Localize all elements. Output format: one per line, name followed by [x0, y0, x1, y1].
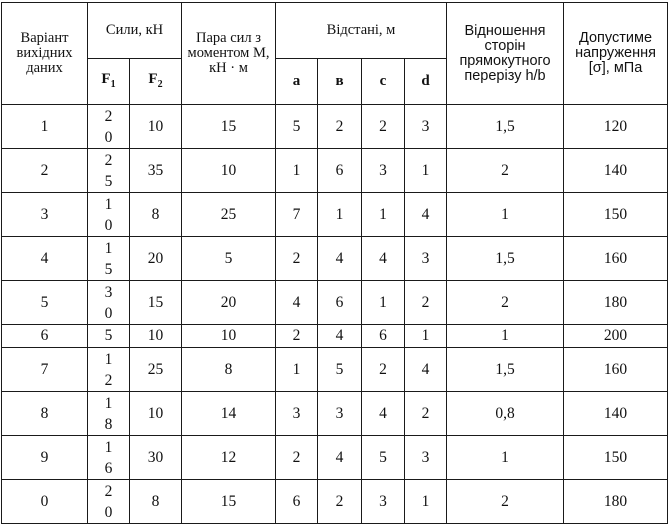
cell-stress: 160 [564, 237, 668, 281]
table-row [2, 480, 668, 524]
cell-moment: 5 [182, 237, 276, 281]
cell-b: 2 [318, 105, 362, 149]
cell-stress: 120 [564, 105, 668, 149]
cell-d: 1 [405, 480, 447, 524]
table-row [2, 436, 668, 480]
cell-variant: 6 [2, 325, 88, 348]
table-row [2, 105, 668, 149]
cell-variant: 5 [2, 281, 88, 325]
cell-variant: 0 [2, 480, 88, 524]
cell-f1: 30 [88, 281, 130, 325]
cell-f1: 5 [88, 325, 130, 348]
header-ratio: Відношення сторін прямокутного перерізу h/b [447, 3, 564, 105]
cell-f2: 10 [130, 325, 182, 348]
header-d: d [405, 59, 447, 105]
cell-a: 1 [276, 348, 318, 392]
cell-a: 2 [276, 436, 318, 480]
cell-a: 7 [276, 193, 318, 237]
cell-ratio: 1 [447, 436, 564, 480]
cell-c: 3 [362, 480, 405, 524]
cell-f2: 35 [130, 149, 182, 193]
header-f2: $F_2$ [130, 59, 182, 105]
cell-variant: 8 [2, 392, 88, 436]
cell-moment: 15 [182, 105, 276, 149]
cell-moment: 25 [182, 193, 276, 237]
table-row [2, 281, 668, 325]
cell-b: 4 [318, 436, 362, 480]
cell-stress: 160 [564, 348, 668, 392]
cell-a: 2 [276, 237, 318, 281]
cell-ratio: 1 [447, 325, 564, 348]
cell-f2: 8 [130, 193, 182, 237]
cell-d: 2 [405, 281, 447, 325]
cell-c: 2 [362, 348, 405, 392]
cell-moment: 14 [182, 392, 276, 436]
header-moment: Пара сил з моментом М, кН · м [182, 3, 276, 105]
cell-ratio: 1,5 [447, 348, 564, 392]
cell-b: 3 [318, 392, 362, 436]
cell-f1: 20 [88, 480, 130, 524]
cell-f1: 25 [88, 149, 130, 193]
cell-f1: 12 [88, 348, 130, 392]
cell-variant: 7 [2, 348, 88, 392]
cell-a: 6 [276, 480, 318, 524]
header-variant: Варіант вихідних даних [2, 3, 88, 105]
cell-d: 4 [405, 193, 447, 237]
cell-b: 4 [318, 237, 362, 281]
cell-d: 1 [405, 325, 447, 348]
table-row [2, 392, 668, 436]
cell-f2: 20 [130, 237, 182, 281]
cell-c: 5 [362, 436, 405, 480]
table-row [2, 149, 668, 193]
cell-variant: 2 [2, 149, 88, 193]
cell-moment: 12 [182, 436, 276, 480]
cell-variant: 1 [2, 105, 88, 149]
table-row [2, 237, 668, 281]
cell-a: 1 [276, 149, 318, 193]
cell-c: 2 [362, 105, 405, 149]
cell-c: 4 [362, 237, 405, 281]
cell-stress: 140 [564, 392, 668, 436]
cell-f2: 30 [130, 436, 182, 480]
cell-b: 2 [318, 480, 362, 524]
cell-f2: 15 [130, 281, 182, 325]
cell-d: 3 [405, 105, 447, 149]
cell-d: 3 [405, 436, 447, 480]
cell-ratio: 1,5 [447, 237, 564, 281]
variants-table [1, 2, 668, 524]
header-distances: Відстані, м [276, 3, 447, 59]
header-b: в [318, 59, 362, 105]
cell-c: 1 [362, 281, 405, 325]
cell-b: 6 [318, 149, 362, 193]
header-forces: Сили, кН [88, 3, 182, 59]
cell-b: 4 [318, 325, 362, 348]
cell-stress: 200 [564, 325, 668, 348]
cell-moment: 20 [182, 281, 276, 325]
cell-ratio: 2 [447, 149, 564, 193]
cell-f1: 18 [88, 392, 130, 436]
cell-variant: 3 [2, 193, 88, 237]
header-stress: Допустиме напруження [σ], мПа [564, 3, 668, 105]
cell-d: 4 [405, 348, 447, 392]
cell-c: 6 [362, 325, 405, 348]
cell-moment: 8 [182, 348, 276, 392]
cell-ratio: 1 [447, 193, 564, 237]
cell-a: 4 [276, 281, 318, 325]
cell-ratio: 1,5 [447, 105, 564, 149]
header-f1: $F_1$ [88, 59, 130, 105]
header-a: a [276, 59, 318, 105]
table-row [2, 193, 668, 237]
cell-ratio: 2 [447, 480, 564, 524]
cell-f1: 10 [88, 193, 130, 237]
cell-f2: 25 [130, 348, 182, 392]
cell-b: 6 [318, 281, 362, 325]
cell-d: 2 [405, 392, 447, 436]
cell-b: 1 [318, 193, 362, 237]
cell-a: 3 [276, 392, 318, 436]
cell-a: 5 [276, 105, 318, 149]
cell-f1: 15 [88, 237, 130, 281]
cell-f1: 20 [88, 105, 130, 149]
cell-moment: 10 [182, 325, 276, 348]
cell-variant: 9 [2, 436, 88, 480]
cell-a: 2 [276, 325, 318, 348]
cell-f2: 8 [130, 480, 182, 524]
cell-stress: 180 [564, 480, 668, 524]
cell-d: 1 [405, 149, 447, 193]
cell-c: 4 [362, 392, 405, 436]
cell-stress: 180 [564, 281, 668, 325]
cell-stress: 150 [564, 193, 668, 237]
header-c: c [362, 59, 405, 105]
table-row [2, 348, 668, 392]
cell-d: 3 [405, 237, 447, 281]
cell-f2: 10 [130, 392, 182, 436]
cell-b: 5 [318, 348, 362, 392]
cell-c: 1 [362, 193, 405, 237]
cell-stress: 140 [564, 149, 668, 193]
cell-ratio: 2 [447, 281, 564, 325]
cell-variant: 4 [2, 237, 88, 281]
cell-f1: 16 [88, 436, 130, 480]
cell-moment: 15 [182, 480, 276, 524]
cell-f2: 10 [130, 105, 182, 149]
table-row [2, 325, 668, 348]
cell-stress: 150 [564, 436, 668, 480]
cell-moment: 10 [182, 149, 276, 193]
cell-c: 3 [362, 149, 405, 193]
cell-ratio: 0,8 [447, 392, 564, 436]
